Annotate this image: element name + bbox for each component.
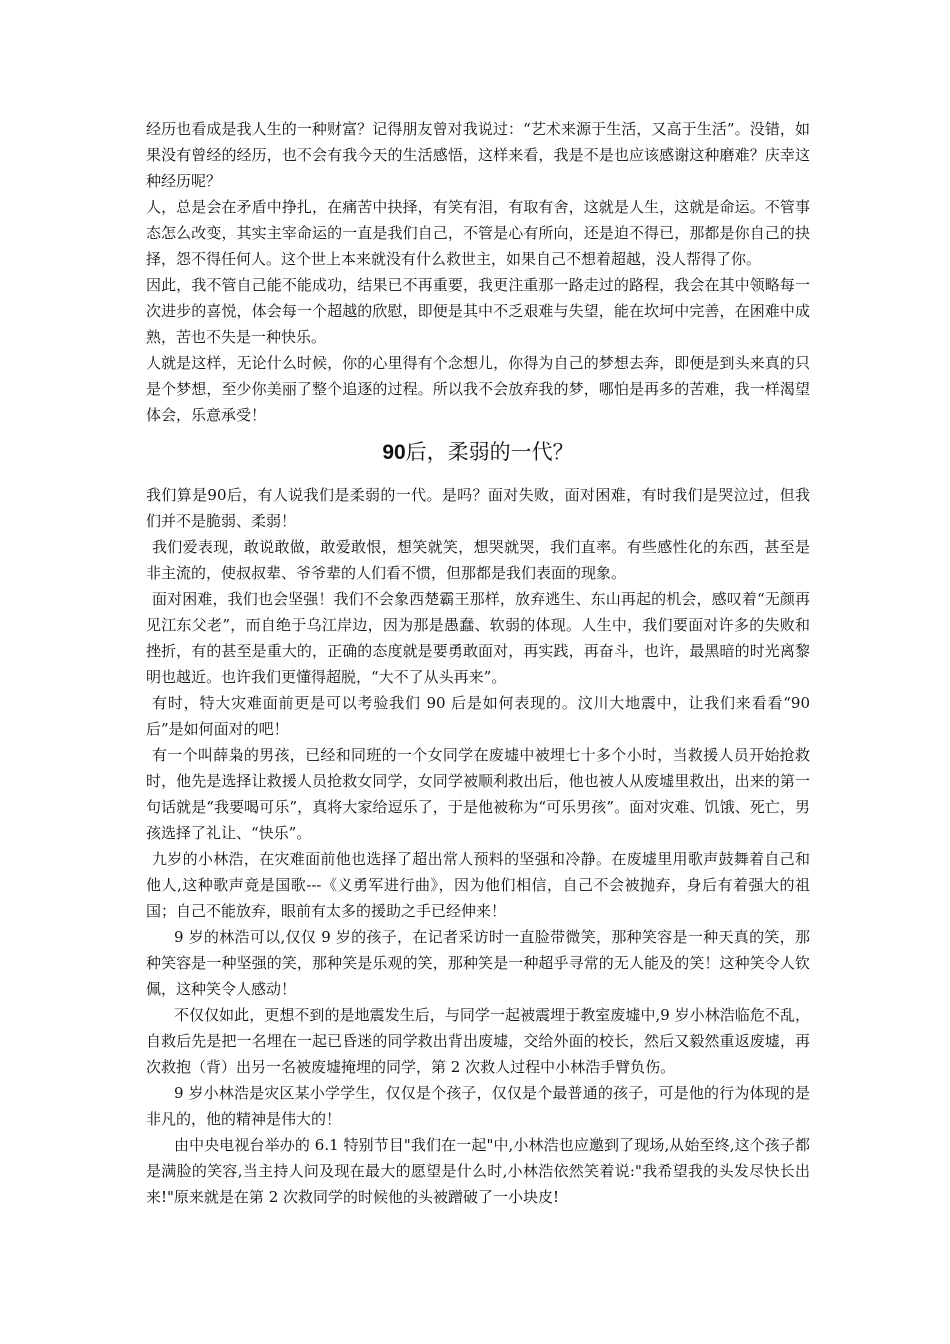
section-paragraph-1: 我们算是90后，有人说我们是柔弱的一代。是吗？面对失败，面对困难，有时我们是哭泣过，但我们并不是脆弱、柔弱！ [146, 486, 810, 530]
document-body [146, 116, 810, 1210]
intro-paragraph-2: 人，总是会在矛盾中挣扎，在痛苦中抉择，有笑有泪，有取有舍，这就是人生，这就是命运。不管事态怎么改变，其实主宰命运的一直是我们自己，不管是心有所向，还是迫不得已，那都是你自己的抉择，怨不得任何人。这个世上本来就没有什么救世主，如果自己不想着超越，没人帮得了你。 [146, 198, 810, 268]
section-paragraph-6: 九岁的小林浩，在灾难面前他也选择了超出常人预料的坚强和冷静。在废墟里用歌声鼓舞着自己和他人,这种歌声竟是国歌---《义勇军进行曲》，因为他们相信，自己不会被抛弃，身后有着强大的祖国；自己不能放弃，眼前有太多的援助之手已经伸来！ [146, 850, 810, 920]
section-paragraph-7: 9 岁的林浩可以,仅仅 9 岁的孩子，在记者采访时一直脸带微笑，那种笑容是一种天真的笑，那种笑容是一种坚强的笑，那种笑是乐观的笑，那种笑是一种超乎寻常的无人能及的笑！这种笑令人钦佩，这种笑令人感动！ [146, 928, 810, 998]
intro-paragraph-4: 人就是这样，无论什么时候，你的心里得有个念想儿，你得为自己的梦想去奔，即便是到头来真的只是个梦想，至少你美丽了整个追逐的过程。所以我不会放弃我的梦，哪怕是再多的苦难，我一样渴望体会，乐意承受！ [146, 354, 810, 424]
section-paragraph-2: 我们爱表现，敢说敢做，敢爱敢恨，想笑就笑，想哭就哭，我们直率。有些感性化的东西，甚至是非主流的，使叔叔辈、爷爷辈的人们看不惯，但那都是我们表面的现象。 [146, 538, 810, 582]
section-title-text: 后，柔弱的一代？ [405, 441, 574, 464]
section-paragraph-3: 面对困难，我们也会坚强！我们不会象西楚霸王那样，放弃逃生、东山再起的机会，感叹着“无颜再见江东父老”，而自绝于乌江岸边，因为那是愚蠢、软弱的体现。人生中，我们要面对许多的失败和挫折，有的甚至是重大的，正确的态度就是要勇敢面对，再实践，再奋斗，也许，最黑暗的时光离黎明也越近。也许我们更懂得超脱，“大不了从头再来”。 [146, 590, 810, 686]
section-title [146, 436, 810, 470]
section-paragraph-10: 由中央电视台举办的 6.1 特别节目"我们在一起"中,小林浩也应邀到了现场,从始至终,这个孩子都是满脸的笑容,当主持人问及现在最大的愿望是什么时,小林浩依然笑着说:"我希望我的头发尽快长出来!"原来就是在第 2 次救同学的时候他的头被蹭破了一小块皮! [146, 1136, 810, 1206]
section-title-number: 90 [382, 441, 406, 464]
intro-paragraph-3: 因此，我不管自己能不能成功，结果已不再重要，我更注重那一路走过的路程，我会在其中领略每一次进步的喜悦，体会每一个超越的欣慰，即便是其中不乏艰难与失望，能在坎坷中完善，在困难中成熟，苦也不失是一种快乐。 [146, 276, 810, 346]
section-paragraph-9: 9 岁小林浩是灾区某小学学生，仅仅是个孩子，仅仅是个最普通的孩子，可是他的行为体现的是非凡的，他的精神是伟大的！ [146, 1084, 810, 1128]
section-paragraph-5: 有一个叫薛枭的男孩，已经和同班的一个女同学在废墟中被埋七十多个小时，当救援人员开始抢救时，他先是选择让救援人员抢救女同学，女同学被顺利救出后，他也被人从废墟里救出，出来的第一句话就是“我要喝可乐”，真将大家给逗乐了，于是他被称为“可乐男孩”。面对灾难、饥饿、死亡，男孩选择了礼让、“快乐”。 [146, 746, 810, 842]
section-paragraph-4: 有时，特大灾难面前更是可以考验我们 90 后是如何表现的。汶川大地震中，让我们来看看“90 后”是如何面对的吧！ [146, 694, 810, 738]
intro-paragraph-1: 经历也看成是我人生的一种财富？记得朋友曾对我说过：“艺术来源于生活，又高于生活”。没错，如果没有曾经的经历，也不会有我今天的生活感悟，这样来看，我是不是也应该感谢这种磨难？庆幸这种经历呢？ [146, 120, 810, 190]
section-paragraph-8: 不仅仅如此，更想不到的是地震发生后，与同学一起被震埋于教室废墟中,9 岁小林浩临危不乱，自救后先是把一名埋在一起已昏迷的同学救出背出废墟，交给外面的校长，然后又毅然重返废墟，再次救抱（背）出另一名被废墟掩埋的同学，第 2 次救人过程中小林浩手臂负伤。 [146, 1006, 810, 1076]
